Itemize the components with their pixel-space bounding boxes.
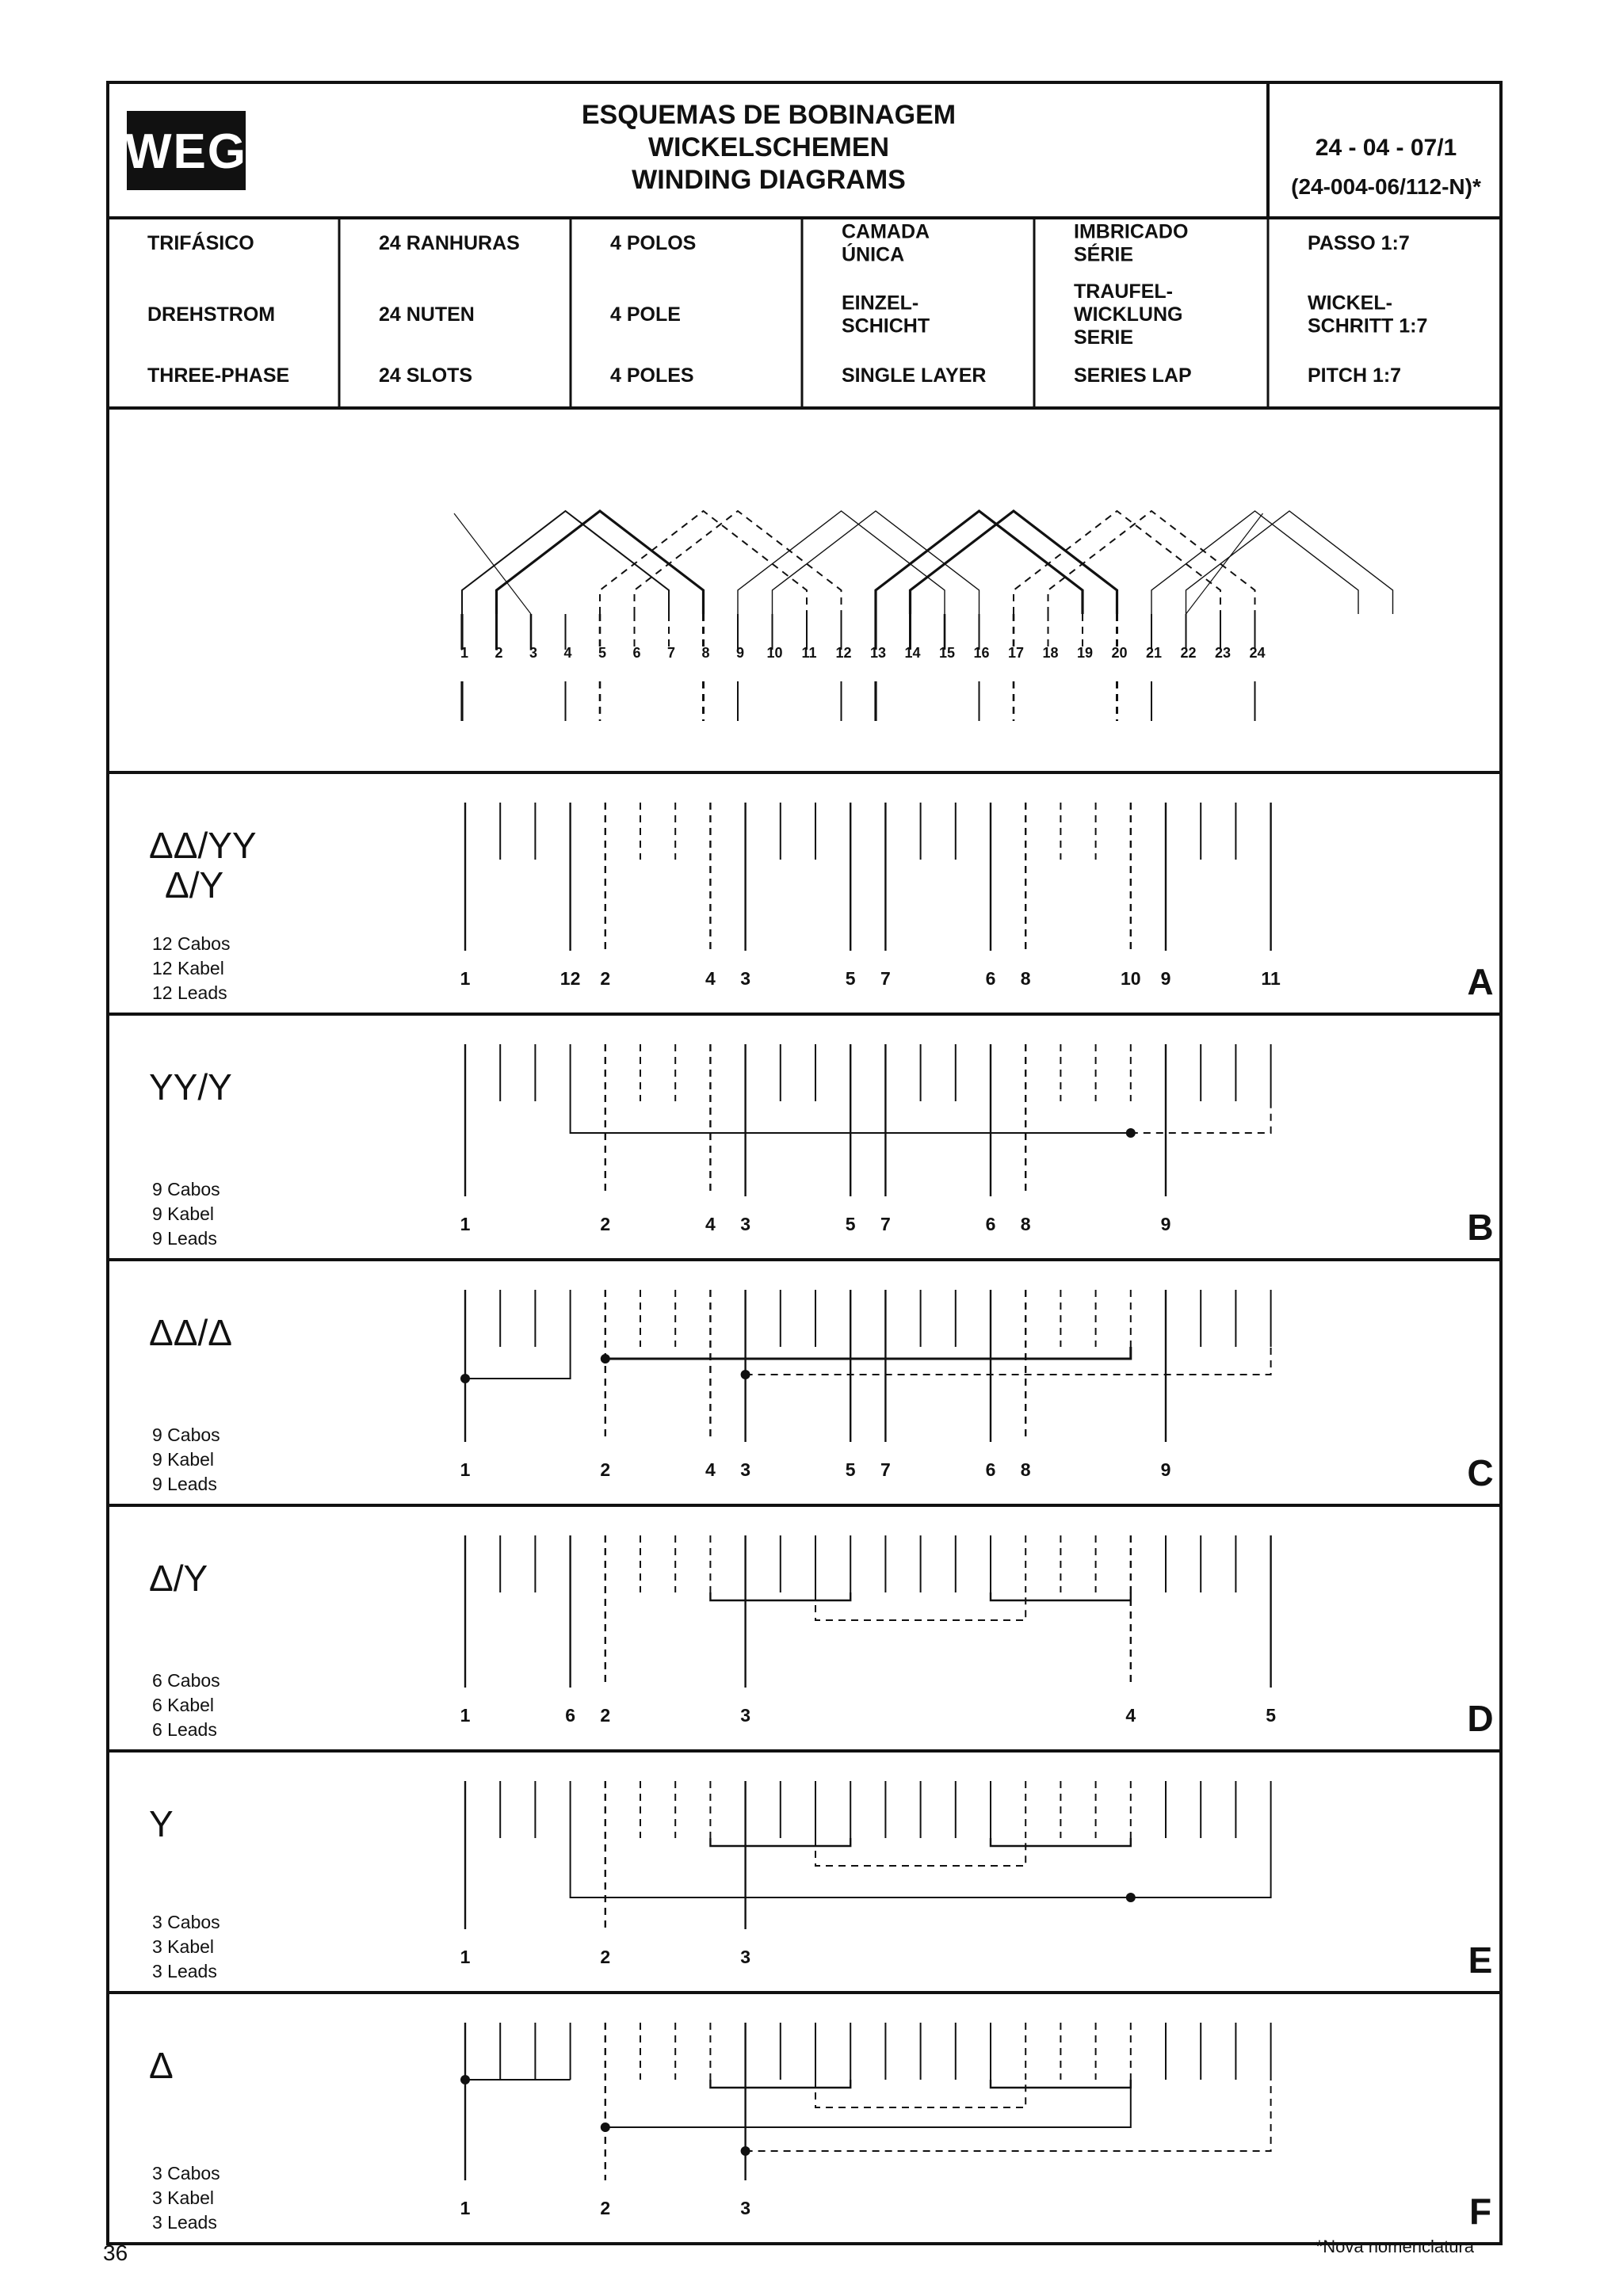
footnote: *Nova nomenclatura [1316,2237,1474,2256]
terminal-label: 3 [740,968,750,989]
panel-letter: F [1468,2191,1492,2232]
spec-cell-text: EINZEL- [842,292,919,315]
leads-label: 3 Kabel [152,1936,215,1957]
slot-number: 11 [801,645,817,661]
spec-cell-text: SINGLE LAYER [842,364,987,387]
spec-cell-text: PASSO 1:7 [1308,232,1410,254]
header-block [125,100,1481,199]
terminal-label: 4 [705,1459,716,1480]
spec-cell-text: 24 NUTEN [379,303,475,326]
terminal-label: 4 [705,1214,716,1234]
star-bus-dashed [1131,1101,1271,1133]
terminal-label: 2 [600,2198,611,2218]
delta-link-3 [746,1347,1271,1375]
series-link [815,1838,1025,1866]
slot-number: 14 [904,645,921,661]
spec-table [147,218,1427,408]
slot-number: 18 [1042,645,1059,661]
slot-number: 1 [460,645,469,661]
junction-dot [741,2146,750,2156]
connection-symbol: ΔΔ/Δ [149,1312,232,1353]
spec-cell-text: 24 RANHURAS [379,232,520,254]
terminal-label: 3 [740,1459,750,1480]
leads-label: 3 Cabos [152,2163,220,2183]
coil-layout-diagram [454,511,1393,721]
leads-label: 9 Cabos [152,1179,220,1199]
terminal-label: 3 [740,1705,750,1726]
terminal-label: 12 [559,968,581,989]
terminal-label: 2 [600,968,611,989]
terminal-label: 6 [565,1705,575,1726]
series-link [991,1838,1131,1846]
terminal-label: 1 [460,1459,471,1480]
series-link [991,2080,1131,2088]
connection-symbol: ΥΥ/Υ [149,1066,232,1108]
terminal-label: 5 [845,1214,856,1234]
spec-cell-text: CAMADA [842,220,930,243]
spec-cell-text: SÉRIE [1074,243,1134,266]
terminal-label: 9 [1160,1459,1171,1480]
slot-number: 19 [1076,645,1094,661]
series-link [710,1592,850,1600]
terminal-label: 6 [985,1214,996,1234]
terminal-label: 8 [1020,1459,1031,1480]
spec-cell-text: PITCH 1:7 [1308,364,1402,387]
terminal-label: 3 [740,1947,750,1967]
coil-lead-right [1186,513,1263,614]
leads-label: 6 Cabos [152,1670,220,1691]
slot-number: 17 [1007,645,1025,661]
slot-number: 12 [835,645,852,661]
series-link [710,1838,850,1846]
leads-label: 9 Kabel [152,1203,215,1224]
terminal-label: 7 [880,1459,891,1480]
junction-dot [741,1370,750,1379]
leads-label: 3 Kabel [152,2187,215,2208]
terminal-label: 9 [1160,1214,1171,1234]
terminal-label: 5 [1266,1705,1276,1726]
spec-cell-text: DREHSTROM [147,303,276,326]
junction-dot [601,2122,610,2132]
terminal-label: 10 [1121,968,1141,989]
title-de: WICKELSCHEMEN [647,132,890,162]
terminal-label: 1 [460,1214,471,1234]
series-link [991,1592,1131,1600]
coil-lead-left [454,513,531,614]
connection-panels [149,803,1494,2233]
slot-number: 23 [1214,645,1232,661]
star-bus [571,1838,1271,1897]
coil-path [1186,511,1393,614]
connection-panel-f [149,2023,1491,2233]
junction-dot [601,1354,610,1363]
terminal-label: 8 [1020,968,1031,989]
leads-label: 9 Cabos [152,1425,220,1445]
leads-label: 9 Leads [152,1228,217,1249]
leads-label: 12 Cabos [152,933,231,954]
terminal-label: 6 [985,1459,996,1480]
drawing-code: 24 - 04 - 07/1 [1315,135,1457,161]
star-point [1126,1893,1136,1902]
spec-cell-text: TRAUFEL- [1074,280,1173,303]
series-link [815,1592,1025,1620]
connection-symbol-alt: Δ/Υ [165,864,224,906]
terminal-label: 7 [880,968,891,989]
leads-label: 6 Kabel [152,1695,215,1715]
leads-label: 3 Leads [152,2212,217,2233]
connection-panel-e [149,1781,1492,1981]
terminal-label: 4 [705,968,716,989]
panel-letter: E [1468,1939,1493,1981]
drawing-code-old: (24-004-06/112-N)* [1291,174,1481,199]
sheet-frame [108,82,1501,2244]
slot-number: 8 [701,645,710,661]
slot-number: 2 [495,645,503,661]
title-en: WINDING DIAGRAMS [632,165,906,195]
coil-path [462,511,669,614]
junction-dot [460,2075,470,2084]
terminal-label: 1 [460,968,471,989]
terminal-label: 1 [460,2198,471,2218]
spec-cell-text: SCHRITT 1:7 [1308,315,1428,338]
spec-cell-text: 4 POLOS [610,232,697,254]
spec-cell-text: WICKEL- [1308,292,1392,315]
spec-cell-text: THREE-PHASE [147,364,290,387]
delta-link [465,1347,571,1379]
slot-number: 4 [563,645,572,661]
terminal-label: 2 [600,1947,611,1967]
terminal-label: 1 [460,1705,471,1726]
panel-letter: A [1467,961,1494,1002]
logo-text: WEG [124,124,248,179]
slot-number: 9 [735,645,745,661]
leads-label: 3 Leads [152,1961,217,1981]
terminal-label: 6 [985,968,996,989]
terminal-label: 2 [600,1214,611,1234]
slot-number: 3 [529,645,538,661]
spec-cell-text: IMBRICADO [1074,220,1189,243]
terminal-label: 1 [460,1947,471,1967]
spec-cell-text: SCHICHT [842,315,930,338]
spec-cell-text: 4 POLES [610,364,694,387]
slot-number: 6 [632,645,641,661]
slot-number: 24 [1249,645,1266,661]
slot-number: 13 [869,645,887,661]
title-pt: ESQUEMAS DE BOBINAGEM [581,100,957,130]
spec-cell-text: TRIFÁSICO [147,232,254,254]
terminal-label: 11 [1261,968,1281,989]
panel-letter: B [1467,1207,1494,1248]
connection-panel-a [149,803,1494,1003]
junction-dot [460,1374,470,1383]
leads-label: 12 Leads [152,982,227,1003]
slot-number: 5 [598,645,607,661]
slot-number: 7 [666,645,676,661]
terminal-label: 2 [600,1459,611,1480]
connection-symbol: ΔΔ/ΥΥ [149,825,257,866]
delta-link-2 [605,1347,1131,1359]
slot-number: 16 [973,645,990,661]
terminal-label: 5 [845,1459,856,1480]
slot-number: 21 [1145,645,1163,661]
connection-symbol: Δ [149,2045,174,2086]
star-point [1126,1128,1136,1138]
spec-cell-text: 24 SLOTS [379,364,473,387]
slot-number: 15 [938,645,956,661]
page-number: 36 [103,2241,128,2265]
leads-label: 6 Leads [152,1719,217,1740]
spec-cell-text: SERIES LAP [1074,364,1192,387]
terminal-label: 9 [1160,968,1171,989]
series-link [815,2080,1025,2107]
spec-cell-text: SERIE [1074,326,1134,349]
series-link [710,2080,850,2088]
slot-number: 20 [1111,645,1128,661]
weg-logo [125,111,247,190]
terminal-label: 5 [845,968,856,989]
spec-cell-text: 4 POLE [610,303,681,326]
connection-panel-d [149,1535,1494,1740]
connection-symbol: Δ/Υ [149,1558,208,1599]
delta-link-3 [746,2080,1271,2151]
leads-label: 9 Leads [152,1474,217,1494]
connection-panel-b [149,1044,1494,1249]
spec-cell-text: ÚNICA [842,243,905,266]
leads-label: 3 Cabos [152,1912,220,1932]
connection-symbol: Υ [149,1803,174,1844]
terminal-label: 2 [600,1705,611,1726]
panel-letter: D [1467,1698,1494,1739]
terminal-label: 3 [740,1214,750,1234]
terminal-label: 8 [1020,1214,1031,1234]
connection-panel-c [149,1290,1494,1494]
leads-label: 9 Kabel [152,1449,215,1470]
slot-number: 10 [766,645,783,661]
terminal-label: 3 [740,2198,750,2218]
slot-number: 22 [1180,645,1197,661]
terminal-label: 4 [1125,1705,1136,1726]
leads-label: 12 Kabel [152,958,224,978]
terminal-label: 7 [880,1214,891,1234]
spec-cell-text: WICKLUNG [1074,303,1183,326]
panel-letter: C [1467,1452,1494,1493]
